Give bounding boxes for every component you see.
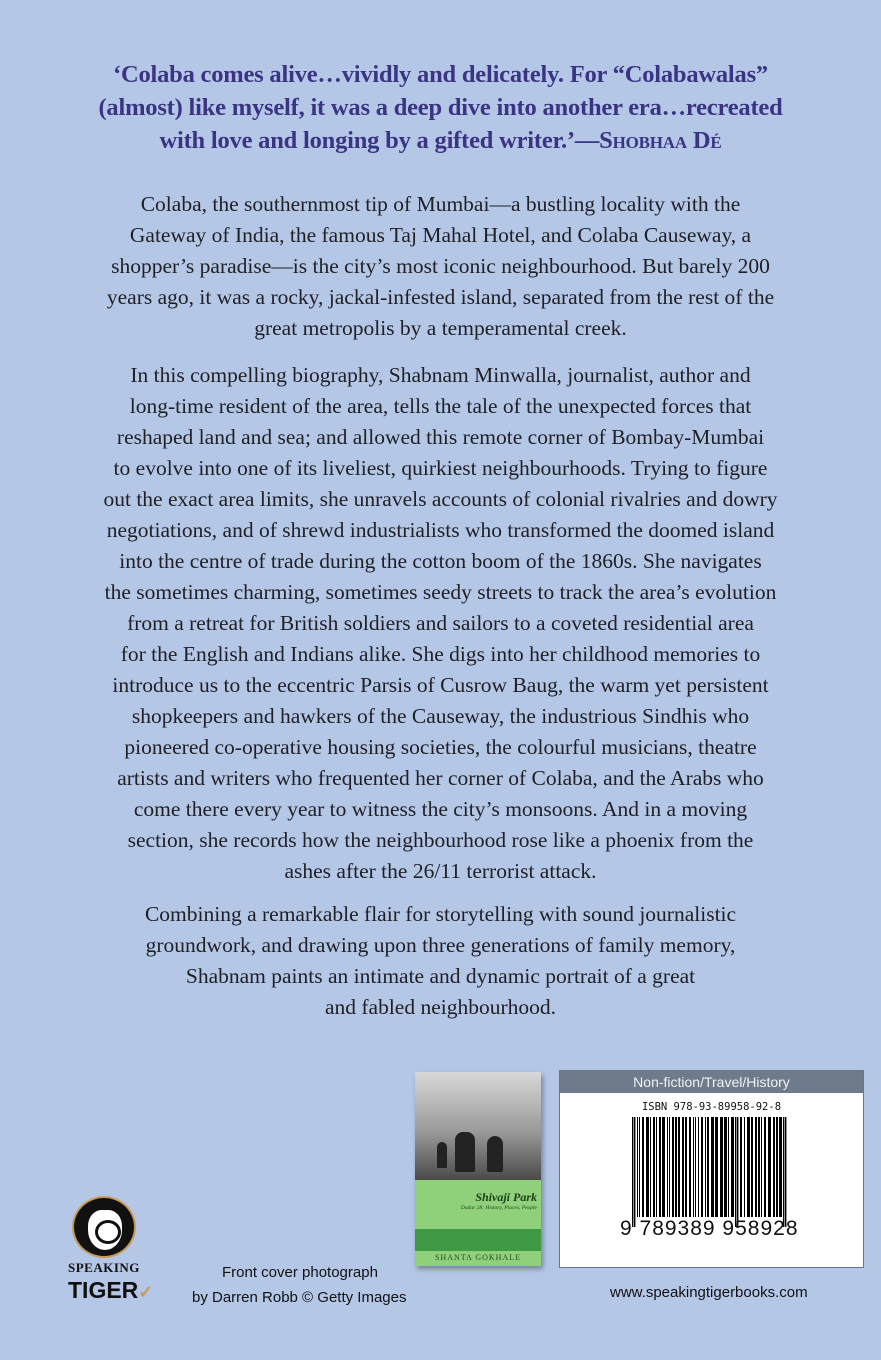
paragraph-line: Combining a remarkable flair for storytelling with sound journalistic [144,902,737,926]
barcode-bar [728,1117,729,1217]
paragraph-line: come there every year to witness the city’s monsoons. And in a moving [133,797,748,821]
publisher-url[interactable]: www.speakingtigerbooks.com [610,1284,808,1301]
blurb-paragraph-2 [40,360,841,887]
barcode-bar [637,1117,638,1217]
paragraph-line: pioneered co-operative housing societies, the colourful musicians, theatre [124,735,757,759]
blurb-paragraph-1 [40,189,841,344]
paragraph-line: shopper’s paradise—is the city’s most iconic neighbourhood. But barely 200 [111,254,770,278]
barcode-bar [735,1117,736,1227]
barcode-bar [731,1117,734,1217]
paragraph-line: for the English and Indians alike. She digs into her childhood memories to [120,642,761,666]
barcode-bar [672,1117,674,1217]
paragraph-line: and fabled neighbourhood. [324,995,557,1019]
barcode-bar [768,1117,771,1217]
barcode-bar [724,1117,727,1217]
credit-line-1: Front cover photograph [222,1264,378,1281]
paragraph-line: ashes after the 26/11 terrorist attack. [284,859,597,883]
barcode-bar [650,1117,651,1217]
barcode-bar [693,1117,694,1217]
related-book-subtitle: Dadar 28: History, Places, People [460,1205,537,1211]
barcode-bar [783,1117,784,1227]
paragraph-line: introduce us to the eccentric Parsis of Cusrow Baug, the warm yet persistent [112,673,769,697]
barcode-bar [751,1117,753,1217]
paragraph-line: Gateway of India, the famous Taj Mahal Hotel, and Colaba Causeway, a [129,223,752,247]
paragraph-line: to evolve into one of its liveliest, quirkiest neighbourhoods. Trying to figure [113,456,768,480]
related-book-title: Shivaji Park [475,1190,537,1204]
tiger-icon [88,1210,122,1250]
paragraph-line: reshaped land and sea; and allowed this remote corner of Bombay-Mumbai [116,425,765,449]
isbn-text: ISBN 978-93-89958-92-8 [641,1101,782,1113]
barcode-bar [667,1117,668,1217]
related-book-author: SHANTA GOKHALE [415,1251,541,1266]
related-book-cover [415,1072,541,1266]
paragraph-line: great metropolis by a temperamental creek. [254,316,627,340]
barcode-bar [764,1117,766,1217]
paragraph-line: In this compelling biography, Shabnam Minwalla, journalist, author and [130,363,751,387]
barcode-bar [695,1117,696,1217]
paragraph-line: out the exact area limits, she unravels accounts of colonial rivalries and dowry [103,487,778,511]
barcode-bar [701,1117,703,1217]
barcode-bar [656,1117,657,1217]
barcode-bar [698,1117,699,1217]
paragraph-line: negotiations, and of shrewd industrialists who transformed the doomed island [106,518,775,542]
barcode-bar [744,1117,745,1217]
paragraph-line: shopkeepers and hawkers of the Causeway, the industrious Sindhis who [131,704,750,728]
barcode-bar [659,1117,661,1217]
barcode-bar [720,1117,723,1217]
quote-line [40,124,841,157]
paragraph-line: Colaba, the southernmost tip of Mumbai—a bustling locality with the [140,192,741,216]
cover-band [415,1229,541,1251]
paragraph-line: artists and writers who frequented her corner of Colaba, and the Arabs who [117,766,764,790]
barcode-bar [682,1117,684,1217]
barcode-bar [646,1117,649,1217]
photo-credit [192,1260,422,1310]
barcode-bar [632,1117,633,1227]
paragraph-line: section, she records how the neighbourhood rose like a phoenix from the [127,828,754,852]
paragraph-line: into the centre of trade during the cotton boom of the 1860s. She navigates [119,549,762,573]
barcode-bar [711,1117,714,1217]
barcode-bar [642,1117,644,1217]
publisher-name-line2 [68,1277,153,1304]
barcode-bar [755,1117,757,1217]
quote-attribution: Shobhaa Dé [599,127,722,154]
barcode-bar [740,1117,742,1217]
barcode-bar [678,1117,680,1217]
barcode-bars [632,1117,792,1227]
barcode-bar [758,1117,760,1217]
barcode-bar [689,1117,691,1217]
publisher-tiger: TIGER [68,1277,139,1303]
barcode-bar [737,1117,738,1227]
barcode-bar [761,1117,762,1217]
barcode-digits: 9 789389 958928 [620,1217,799,1240]
barcode-bar [685,1117,687,1217]
barcode-bar [707,1117,709,1217]
barcode-bar [776,1117,778,1217]
paragraph-line: the sometimes charming, sometimes seedy streets to track the area’s evolution [104,580,777,604]
speaking-tiger-logo [72,1196,136,1258]
quote-line-text: with love and longing by a gifted writer.’— [159,127,600,154]
barcode-bar [779,1117,782,1217]
genre-label: Non-fiction/Travel/History [560,1071,863,1093]
quote-line: ‘Colaba comes alive…vividly and delicately. For “Colabawalas” [113,61,768,88]
related-book-title-block [415,1180,541,1229]
barcode-bar [634,1117,635,1227]
barcode-bar [705,1117,706,1217]
barcode-bar [662,1117,665,1217]
paragraph-line: Shabnam paints an intimate and dynamic portrait of a great [185,964,696,988]
barcode-bar [639,1117,640,1217]
barcode-bar [669,1117,670,1217]
cover-photo [415,1072,541,1180]
barcode-bar [653,1117,655,1217]
paragraph-line: long-time resident of the area, tells the tale of the unexpected forces that [129,394,752,418]
barcode-box [559,1070,864,1268]
swoosh-icon: ✓ [138,1282,154,1302]
paragraph-line: years ago, it was a rocky, jackal-infested island, separated from the rest of the [106,285,775,309]
barcode-bar [773,1117,775,1217]
blurb-paragraph-3 [40,899,841,1023]
credit-line-2: by Darren Robb © Getty Images [192,1289,407,1306]
paragraph-line: from a retreat for British soldiers and sailors to a coveted residential area [127,611,754,635]
quote-line: (almost) like myself, it was a deep dive into another era…recreated [98,94,783,121]
endorsement-quote [40,58,841,157]
paragraph-line: groundwork, and drawing upon three generations of family memory, [145,933,736,957]
barcode-bar [715,1117,718,1217]
publisher-name-line1: SPEAKING [68,1260,140,1275]
barcode-bar [785,1117,786,1227]
barcode-bar [747,1117,750,1217]
barcode-bar [675,1117,677,1217]
